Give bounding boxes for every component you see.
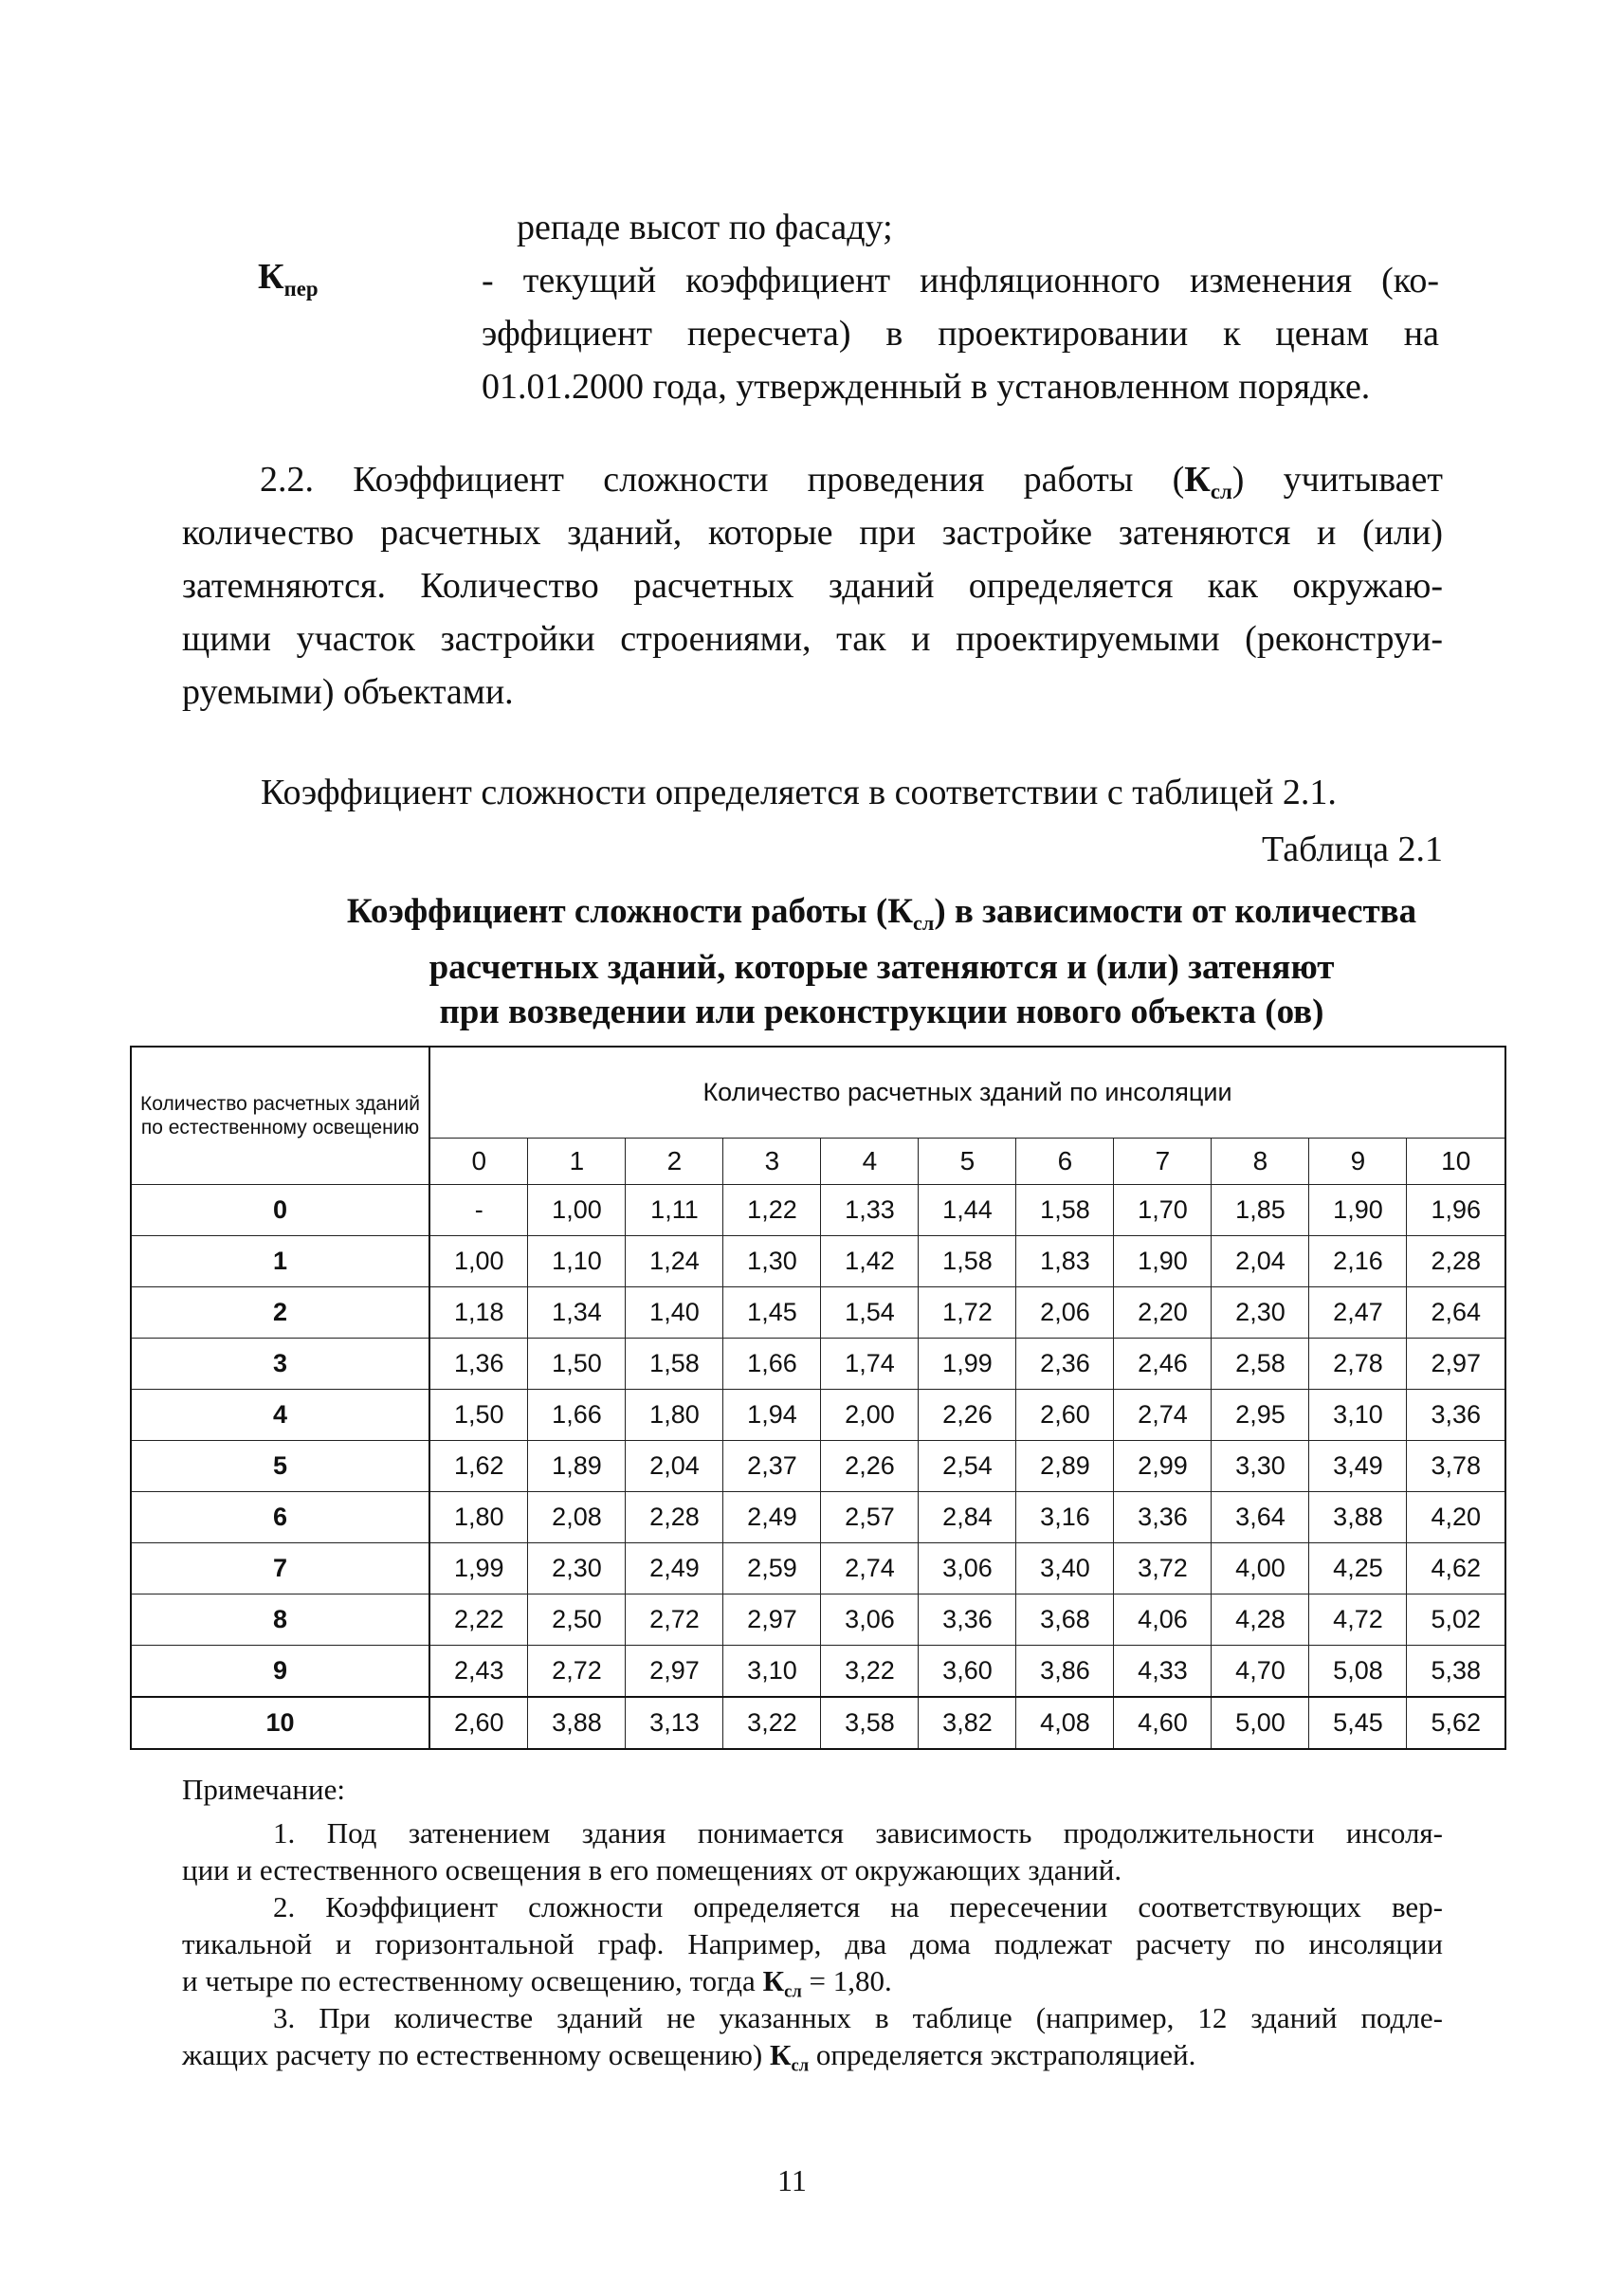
- row-label: 3: [131, 1339, 429, 1390]
- paragraph-line: затемняются. Количество расчетных зданий определяется как окружаю-: [182, 566, 1443, 606]
- table-cell: 2,49: [626, 1543, 723, 1594]
- row-label: 7: [131, 1543, 429, 1594]
- table-corner-header: Количество расчетных зданий по естественному освещению: [131, 1047, 429, 1185]
- coefficient-table: [130, 1046, 1506, 1750]
- note-1-line: 1. Под затенением здания понимается зависимость продолжительности инсоля-: [273, 1816, 1443, 1850]
- row-label: 9: [131, 1646, 429, 1698]
- table-cell: 1,66: [528, 1390, 626, 1441]
- table-cell: 1,99: [919, 1339, 1016, 1390]
- row-label: 6: [131, 1492, 429, 1543]
- table-cell: 1,62: [429, 1441, 528, 1492]
- table-cell: 3,22: [821, 1646, 919, 1698]
- k-sl-subscript: сл: [1210, 479, 1232, 503]
- table-cell: 3,36: [919, 1594, 1016, 1646]
- table-cell: 2,58: [1212, 1339, 1309, 1390]
- table-cell: 2,97: [626, 1646, 723, 1698]
- table-cell: 3,06: [821, 1594, 919, 1646]
- note-1-line: ции и естественного освещения в его помещениях от окружающих зданий.: [182, 1853, 1122, 1886]
- table-cell: 1,44: [919, 1185, 1016, 1236]
- table-cell: 1,36: [429, 1339, 528, 1390]
- table-cell: 1,58: [919, 1236, 1016, 1287]
- column-number: 9: [1309, 1139, 1407, 1185]
- table-cell: 2,74: [1114, 1390, 1212, 1441]
- row-label: 4: [131, 1390, 429, 1441]
- column-number: 4: [821, 1139, 919, 1185]
- table-row: [131, 1441, 1505, 1492]
- table-cell: 3,13: [626, 1697, 723, 1749]
- table-cell: 1,33: [821, 1185, 919, 1236]
- table-cell: 3,06: [919, 1543, 1016, 1594]
- table-cell: 1,45: [723, 1287, 821, 1339]
- table-cell: 2,06: [1016, 1287, 1114, 1339]
- table-cell: 1,42: [821, 1236, 919, 1287]
- table-cell: 5,38: [1407, 1646, 1505, 1698]
- table-cell: 2,84: [919, 1492, 1016, 1543]
- table-cell: 4,20: [1407, 1492, 1505, 1543]
- table-cell: 1,50: [429, 1390, 528, 1441]
- table-cell: 3,78: [1407, 1441, 1505, 1492]
- paragraph-text: ) учитывает: [1231, 460, 1443, 500]
- table-row: [131, 1697, 1505, 1749]
- table-cell: 2,59: [723, 1543, 821, 1594]
- table-cell: 5,00: [1212, 1697, 1309, 1749]
- table-cell: 1,00: [528, 1185, 626, 1236]
- table-cell: 2,37: [723, 1441, 821, 1492]
- caption-subscript: сл: [913, 910, 935, 935]
- table-cell: 2,78: [1309, 1339, 1407, 1390]
- table-cell: 5,08: [1309, 1646, 1407, 1698]
- table-cell: 1,74: [821, 1339, 919, 1390]
- table-cell: 1,24: [626, 1236, 723, 1287]
- paragraph-line: количество расчетных зданий, которые при застройке затеняются и (или): [182, 513, 1443, 553]
- table-cell: 2,26: [919, 1390, 1016, 1441]
- table-cell: 2,72: [626, 1594, 723, 1646]
- table-cell: 2,20: [1114, 1287, 1212, 1339]
- row-label: 2: [131, 1287, 429, 1339]
- table-cell: 1,40: [626, 1287, 723, 1339]
- k-sl-letter: К: [770, 2038, 792, 2071]
- table-cell: 2,22: [429, 1594, 528, 1646]
- note-text: жащих расчету по естественному освещению): [182, 2038, 770, 2071]
- table-cell: 3,64: [1212, 1492, 1309, 1543]
- table-cell: 2,60: [429, 1697, 528, 1749]
- table-cell: 5,02: [1407, 1594, 1505, 1646]
- notes: [182, 1771, 1443, 2076]
- table-cell: 5,62: [1407, 1697, 1505, 1749]
- caption-text: Коэффициент сложности работы (К: [346, 892, 914, 931]
- table-cell: 3,10: [1309, 1390, 1407, 1441]
- table-cell: 1,90: [1309, 1185, 1407, 1236]
- row-label: 10: [131, 1697, 429, 1749]
- table-cell: 2,43: [429, 1646, 528, 1698]
- table-cell: -: [429, 1185, 528, 1236]
- table-cell: 4,62: [1407, 1543, 1505, 1594]
- table-cell: 3,30: [1212, 1441, 1309, 1492]
- table-cell: 3,49: [1309, 1441, 1407, 1492]
- table-cell: 2,72: [528, 1646, 626, 1698]
- table-cell: 1,90: [1114, 1236, 1212, 1287]
- paragraph-text: 2.2. Коэффициент сложности проведения работы (: [260, 460, 1185, 500]
- table-row: [131, 1594, 1505, 1646]
- table-cell: 4,00: [1212, 1543, 1309, 1594]
- table-cell: 2,08: [528, 1492, 626, 1543]
- table-cell: 2,16: [1309, 1236, 1407, 1287]
- definition-continuation: репаде высот по фасаду;: [517, 208, 893, 247]
- table-cell: 1,72: [919, 1287, 1016, 1339]
- table-cell: 2,46: [1114, 1339, 1212, 1390]
- table-cell: 1,50: [528, 1339, 626, 1390]
- k-sl-subscript: сл: [784, 1981, 802, 2002]
- table-row: [131, 1492, 1505, 1543]
- column-number: 6: [1016, 1139, 1114, 1185]
- row-label: 8: [131, 1594, 429, 1646]
- table-row: [131, 1646, 1505, 1698]
- table-cell: 2,64: [1407, 1287, 1505, 1339]
- row-label: 1: [131, 1236, 429, 1287]
- column-number: 2: [626, 1139, 723, 1185]
- table-cell: 3,86: [1016, 1646, 1114, 1698]
- table-cell: 1,94: [723, 1390, 821, 1441]
- table-cell: 3,68: [1016, 1594, 1114, 1646]
- note-text: = 1,80.: [801, 1964, 892, 1997]
- definition-line: эффициент пересчета) в проектировании к ценам на: [482, 314, 1439, 354]
- table-cell: 1,30: [723, 1236, 821, 1287]
- table-cell: 4,06: [1114, 1594, 1212, 1646]
- table-cell: 1,80: [429, 1492, 528, 1543]
- table-cell: 1,00: [429, 1236, 528, 1287]
- column-number: 0: [429, 1139, 528, 1185]
- table-cell: 3,88: [1309, 1492, 1407, 1543]
- table-cell: 4,08: [1016, 1697, 1114, 1749]
- table-row: [131, 1543, 1505, 1594]
- table-cell: 1,22: [723, 1185, 821, 1236]
- table-cell: 4,70: [1212, 1646, 1309, 1698]
- table-cell: 2,95: [1212, 1390, 1309, 1441]
- k-per-letter: К: [258, 257, 284, 297]
- definition-line: - текущий коэффициент инфляционного изменения (ко-: [482, 261, 1439, 301]
- table-cell: 4,33: [1114, 1646, 1212, 1698]
- row-label: 5: [131, 1441, 429, 1492]
- table-cell: 3,60: [919, 1646, 1016, 1698]
- paragraph-line: [182, 453, 1443, 506]
- table-cell: 2,50: [528, 1594, 626, 1646]
- table-cell: 1,18: [429, 1287, 528, 1339]
- table-cell: 2,97: [723, 1594, 821, 1646]
- table-cell: 1,96: [1407, 1185, 1505, 1236]
- table-cell: 2,28: [1407, 1236, 1505, 1287]
- column-number: 8: [1212, 1139, 1309, 1185]
- table-row: [131, 1287, 1505, 1339]
- table-cell: 1,70: [1114, 1185, 1212, 1236]
- table-cell: 3,72: [1114, 1543, 1212, 1594]
- notes-title: Примечание:: [182, 1773, 345, 1806]
- k-per-symbol: [258, 256, 319, 301]
- table-cell: 2,74: [821, 1543, 919, 1594]
- table-cell: 3,36: [1114, 1492, 1212, 1543]
- table-cell: 3,88: [528, 1697, 626, 1749]
- caption-line-3: при возведении или реконструкции нового объекта (ов): [439, 992, 1324, 1031]
- table-cell: 5,45: [1309, 1697, 1407, 1749]
- table-row: [131, 1390, 1505, 1441]
- table-cell: 2,97: [1407, 1339, 1505, 1390]
- note-text: и четыре по естественному освещению, тогда: [182, 1964, 763, 1997]
- table-cell: 3,82: [919, 1697, 1016, 1749]
- note-2-line: [182, 1962, 1443, 2002]
- table-cell: 1,80: [626, 1390, 723, 1441]
- paragraph-2-2: [182, 453, 1443, 719]
- table-cell: 1,66: [723, 1339, 821, 1390]
- table-cell: 2,00: [821, 1390, 919, 1441]
- table-cell: 1,58: [1016, 1185, 1114, 1236]
- caption-line-1: [123, 889, 1623, 945]
- note-3-line: [182, 2036, 1443, 2076]
- paragraph-line: щими участок застройки строениями, так и проектируемыми (реконструи-: [182, 619, 1443, 659]
- note-3-line: 3. При количестве зданий не указанных в таблице (например, 12 зданий подле-: [273, 2001, 1443, 2034]
- column-number: 1: [528, 1139, 626, 1185]
- table-cell: 3,58: [821, 1697, 919, 1749]
- coefficient-statement: Коэффициент сложности определяется в соответствии с таблицей 2.1.: [261, 773, 1337, 812]
- table-cell: 2,30: [528, 1543, 626, 1594]
- k-per-subscript: пер: [283, 276, 319, 301]
- table-row: [131, 1185, 1505, 1236]
- table-cell: 4,60: [1114, 1697, 1212, 1749]
- table-cell: 3,16: [1016, 1492, 1114, 1543]
- table-cell: 1,58: [626, 1339, 723, 1390]
- table-cell: 2,47: [1309, 1287, 1407, 1339]
- table-cell: 4,28: [1212, 1594, 1309, 1646]
- table-cell: 3,36: [1407, 1390, 1505, 1441]
- k-sl-subscript: сл: [791, 2055, 810, 2076]
- definition-last-line: 01.01.2000 года, утвержденный в установленном порядке.: [482, 367, 1371, 407]
- column-number: 10: [1407, 1139, 1505, 1185]
- table-cell: 3,10: [723, 1646, 821, 1698]
- table-cell: 1,85: [1212, 1185, 1309, 1236]
- paragraph-last-line: руемыми) объектами.: [182, 672, 514, 712]
- table-label: Таблица 2.1: [1261, 829, 1443, 869]
- table-cell: 1,83: [1016, 1236, 1114, 1287]
- table-cell: 3,22: [723, 1697, 821, 1749]
- table-cell: 2,89: [1016, 1441, 1114, 1492]
- note-text: определяется экстраполяцией.: [809, 2038, 1196, 2071]
- column-number: 7: [1114, 1139, 1212, 1185]
- k-per-definition: [482, 254, 1439, 413]
- table-cell: 2,04: [626, 1441, 723, 1492]
- table-cell: 1,54: [821, 1287, 919, 1339]
- k-sl-letter: К: [762, 1964, 785, 1997]
- note-2-line: 2. Коэффициент сложности определяется на пересечении соответствующих вер-: [273, 1890, 1443, 1923]
- table-cell: 4,25: [1309, 1543, 1407, 1594]
- table-cell: 2,30: [1212, 1287, 1309, 1339]
- table-cell: 2,60: [1016, 1390, 1114, 1441]
- table-cell: 1,11: [626, 1185, 723, 1236]
- table-cell: 1,99: [429, 1543, 528, 1594]
- caption-text: ) в зависимости от количества: [934, 892, 1417, 931]
- k-sl-letter: К: [1184, 460, 1211, 500]
- table-cell: 2,04: [1212, 1236, 1309, 1287]
- table-row: [131, 1339, 1505, 1390]
- table-cell: 2,36: [1016, 1339, 1114, 1390]
- table-cell: 1,89: [528, 1441, 626, 1492]
- caption-line-2: расчетных зданий, которые затеняются и (или) затеняют: [429, 947, 1335, 987]
- table-cell: 2,26: [821, 1441, 919, 1492]
- row-label: 0: [131, 1185, 429, 1236]
- table-span-header: Количество расчетных зданий по инсоляции: [429, 1047, 1505, 1139]
- table-body: [131, 1185, 1505, 1750]
- table-cell: 4,72: [1309, 1594, 1407, 1646]
- note-2-line: тикальной и горизонтальной граф. Например, два дома подлежат расчету по инсоляции: [182, 1927, 1443, 1960]
- table-cell: 2,57: [821, 1492, 919, 1543]
- column-number: 5: [919, 1139, 1016, 1185]
- table-cell: 2,49: [723, 1492, 821, 1543]
- table-row: [131, 1236, 1505, 1287]
- table-cell: 1,34: [528, 1287, 626, 1339]
- table-cell: 3,40: [1016, 1543, 1114, 1594]
- table-cell: 2,99: [1114, 1441, 1212, 1492]
- table-cell: 2,28: [626, 1492, 723, 1543]
- table-caption: [123, 889, 1623, 1034]
- column-number: 3: [723, 1139, 821, 1185]
- table-cell: 2,54: [919, 1441, 1016, 1492]
- page-number: 11: [777, 2163, 807, 2197]
- table-cell: 1,10: [528, 1236, 626, 1287]
